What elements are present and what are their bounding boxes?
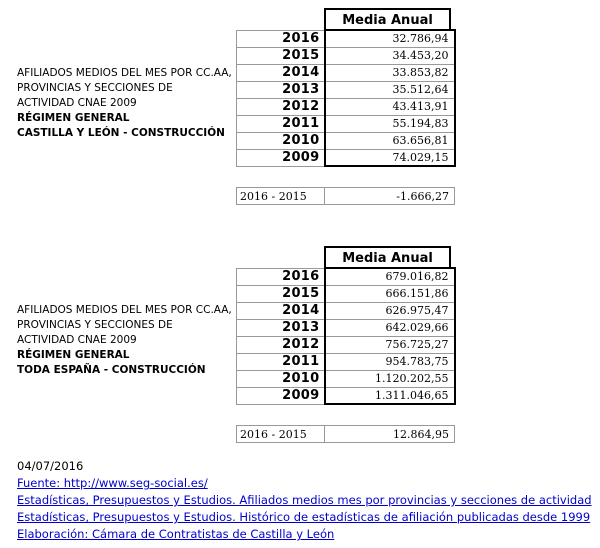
table-row (237, 353, 455, 370)
table1-description (17, 66, 232, 141)
value-cell: 74.029,15 (325, 149, 455, 166)
historical-stats-link[interactable]: Estadísticas, Presupuestos y Estudios. Histórico de estadísticas de afiliación publicadas desde 1999 (17, 510, 591, 524)
table-row (237, 115, 455, 132)
table-row (237, 64, 455, 81)
year-cell: 2014 (237, 64, 325, 81)
table-row (237, 336, 455, 353)
table1-difference-row (236, 187, 455, 205)
year-cell: 2009 (237, 387, 325, 404)
year-cell: 2011 (237, 115, 325, 132)
table-row (237, 98, 455, 115)
value-cell: 954.783,75 (325, 353, 455, 370)
table2 (236, 246, 454, 446)
table2-description (17, 303, 232, 378)
value-cell: 33.853,82 (325, 64, 455, 81)
year-cell: 2012 (237, 98, 325, 115)
table1-desc-line-1: AFILIADOS MEDIOS DEL MES POR CC.AA, (17, 67, 232, 79)
value-cell: 679.016,82 (325, 268, 455, 285)
value-cell: 642.029,66 (325, 319, 455, 336)
table2-regime-label: RÉGIMEN GENERAL (17, 349, 130, 361)
year-cell: 2015 (237, 285, 325, 302)
table2-grid (236, 267, 456, 405)
year-cell: 2010 (237, 132, 325, 149)
year-cell: 2013 (237, 319, 325, 336)
table-row (237, 47, 455, 64)
table1-desc-line-2: PROVINCIAS Y SECCIONES DE (17, 82, 173, 94)
table2-desc-line-3: ACTIVIDAD CNAE 2009 (17, 334, 137, 346)
value-cell: 55.194,83 (325, 115, 455, 132)
table1-header: Media Anual (324, 8, 451, 29)
value-cell: 63.656,81 (325, 132, 455, 149)
value-cell: 756.725,27 (325, 336, 455, 353)
elaboration-link[interactable]: Elaboración: Cámara de Contratistas de Castilla y León (17, 527, 335, 541)
year-cell: 2015 (237, 47, 325, 64)
value-cell: 34.453,20 (325, 47, 455, 64)
table-row (237, 132, 455, 149)
table-row (237, 149, 455, 166)
value-cell: 43.413,91 (325, 98, 455, 115)
value-cell: 626.975,47 (325, 302, 455, 319)
year-cell: 2010 (237, 370, 325, 387)
footer (17, 458, 592, 543)
year-cell: 2009 (237, 149, 325, 166)
year-cell: 2011 (237, 353, 325, 370)
difference-value: 12.864,95 (325, 426, 455, 443)
table1 (236, 8, 454, 208)
stats-by-province-link[interactable]: Estadísticas, Presupuestos y Estudios. Afiliados medios mes por provincias y secciones de actividad (17, 493, 592, 507)
year-cell: 2012 (237, 336, 325, 353)
year-cell: 2016 (237, 30, 325, 47)
table2-difference-row (236, 425, 455, 443)
table1-grid (236, 29, 456, 167)
table-row (237, 319, 455, 336)
year-cell: 2014 (237, 302, 325, 319)
value-cell: 1.311.046,65 (325, 387, 455, 404)
source-link[interactable]: Fuente: http://www.seg-social.es/ (17, 476, 208, 490)
difference-label: 2016 - 2015 (237, 426, 325, 443)
table-row (237, 81, 455, 98)
table2-desc-line-2: PROVINCIAS Y SECCIONES DE (17, 319, 173, 331)
year-cell: 2016 (237, 268, 325, 285)
table-row (237, 370, 455, 387)
table-row (237, 387, 455, 404)
table2-desc-line-1: AFILIADOS MEDIOS DEL MES POR CC.AA, (17, 304, 232, 316)
year-cell: 2013 (237, 81, 325, 98)
table1-regime-label: RÉGIMEN GENERAL (17, 112, 130, 124)
table1-desc-line-3: ACTIVIDAD CNAE 2009 (17, 97, 137, 109)
value-cell: 666.151,86 (325, 285, 455, 302)
table2-region-label: TODA ESPAÑA - CONSTRUCCIÓN (17, 364, 206, 376)
table1-region-label: CASTILLA Y LEÓN - CONSTRUCCIÓN (17, 127, 225, 139)
table-row (237, 30, 455, 47)
table-row (237, 268, 455, 285)
value-cell: 1.120.202,55 (325, 370, 455, 387)
difference-value: -1.666,27 (325, 188, 455, 205)
value-cell: 32.786,94 (325, 30, 455, 47)
value-cell: 35.512,64 (325, 81, 455, 98)
table-row (237, 302, 455, 319)
difference-label: 2016 - 2015 (237, 188, 325, 205)
report-date: 04/07/2016 (17, 459, 84, 473)
table-row (237, 285, 455, 302)
table2-header: Media Anual (324, 246, 451, 267)
